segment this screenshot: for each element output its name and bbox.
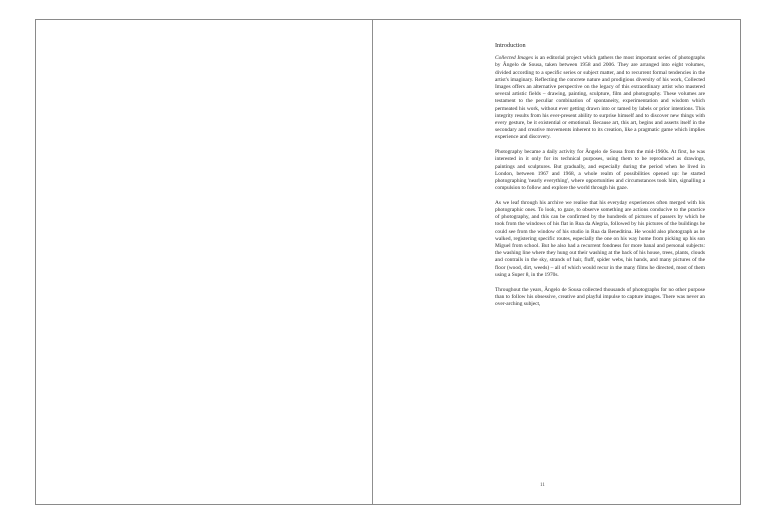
book-spread (35, 19, 741, 505)
paragraph-2: Photography became a daily activity for Ângelo de Sousa from the mid-1960s. At first, he was interested in it only for its technical purposes, using them to be reproduced as drawings, paintings and sculptures. But gradually, and especially during the period when he lived in London, between 1967 and 1968, a whole realm of possibilities opened up: he started photographing 'nearly everything', where opportunities and circumstances took him, signalling a compulsion to follow and explore the world through his gaze. (495, 149, 705, 192)
paragraph-4: Throughout the years, Ângelo de Sousa collected thousands of photographs for no other purpose than to follow his obsessive, creative and playful impulse to capture images. There was never an over-arching subject, (495, 286, 705, 307)
right-page (373, 20, 740, 504)
left-page-blank (36, 20, 372, 504)
body-text (495, 42, 705, 316)
page-number: 11 (540, 483, 545, 488)
paragraph-1-text: is an editorial project which gathers the most important series of photographs by Ângelo de Sousa, taken between 1958 and 2006. They are arranged into eight volumes, divided according to a specific series or subject matter, and to recurrent formal tendencies in the artist's imaginary. Reflecting the concrete nature and prodigious diversity of his work, Collected Images offers an alternative perspective on the legacy of this extraordinary artist who mastered several artistic fields – drawing, painting, sculpture, film and photography. These volumes are testament to the peculiar combination of spontaneity, experimentation and wisdom which permeated his work, without ever getting drawn into or tamed by labels or prior intentions. This integrity results from his ever-present ability to surprise himself and to discover new things with every gesture, be it existential or emotional. Because art, this art, begins and asserts itself in the secondary and creative movements inherent to its creation, like a pragmatic game which implies experience and discovery. (495, 55, 706, 141)
section-heading: Introduction (495, 42, 526, 49)
paragraph-1 (495, 55, 705, 141)
paragraph-3: As we leaf through his archive we realise that his everyday experiences often merged with his photographic ones. To look, to gaze, to observe something are actions conducive to the practice of photography, and this can be confirmed by the hundreds of pictures of passers by which he took from the windows of his flat in Rua da Alegria, followed by his pictures of the buildings he could see from the window of his studio in Rua da Beneditina. He would also photograph as he walked, registering specific routes, especially the one on his way home from picking up his son Miguel from school. But he also had a recurrent fondness for more banal and personal subjects: the washing line where they hung out their washing at the back of his house, trees, plants, clouds and contrails in the sky, strands of hair, fluff, spider webs, his hands, and many pictures of the floor (wood, dirt, weeds) – all of which would recur in the many films he directed, most of them using a Super 8, in the 1970s. (495, 199, 705, 278)
italic-title: Collected Images (495, 55, 533, 62)
